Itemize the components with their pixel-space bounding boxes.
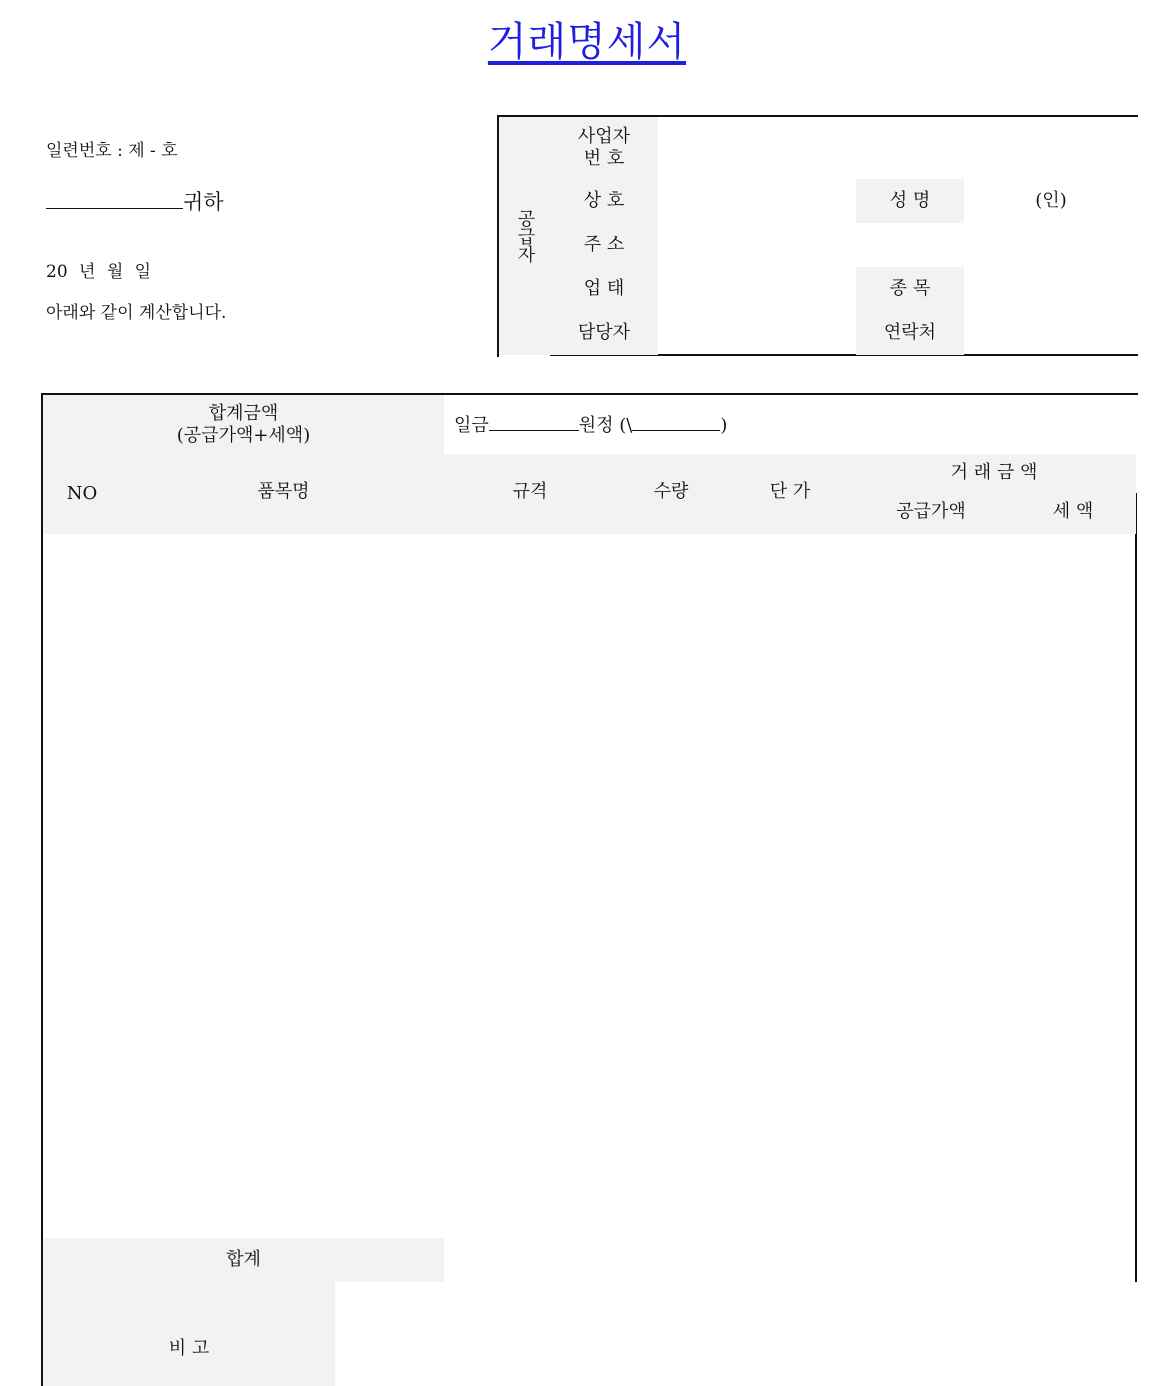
seal-mark: (인): [1035, 190, 1067, 211]
supplier-label-column: [550, 117, 658, 355]
biz-no-label: 사업자 번 호: [577, 126, 631, 169]
business-type-label: 업 태: [583, 278, 625, 299]
manager-field[interactable]: [658, 311, 856, 355]
table-header: [43, 454, 1136, 534]
total-amount-line: 일금 원정 (\ ): [454, 411, 727, 437]
company-field[interactable]: [658, 179, 856, 223]
contact-label: 연락처: [856, 311, 964, 355]
address-label: 주 소: [583, 234, 625, 255]
item-label: 종 목: [856, 267, 964, 311]
grand-total-label: 합계: [43, 1238, 444, 1282]
col-quantity: 수량: [653, 481, 689, 502]
supplier-group-label: 공급자: [499, 117, 550, 355]
issue-date: 20 년 월 일: [46, 262, 152, 282]
table-body[interactable]: [43, 534, 1135, 1238]
col-spec: 규격: [512, 481, 548, 502]
name-label: 성 명: [856, 179, 964, 223]
col-tax: 세 액: [1052, 501, 1094, 522]
contact-field[interactable]: [964, 311, 1138, 355]
recipient-suffix: 귀하: [183, 190, 224, 214]
col-unit-price: 단 가: [769, 481, 811, 502]
col-no: NO: [66, 483, 98, 504]
biz-no-field[interactable]: [658, 117, 1138, 179]
grand-total-value[interactable]: [444, 1238, 1135, 1282]
remarks-label: 비 고: [43, 1282, 335, 1386]
company-label: 상 호: [583, 190, 625, 211]
address-field[interactable]: [658, 223, 1138, 267]
col-transaction-amount: 거 래 금 액: [950, 462, 1038, 483]
total-amount-label: 합계금액 (공급가액+세액): [43, 395, 444, 454]
manager-label: 담당자: [577, 322, 631, 343]
col-item-name: 품목명: [257, 481, 310, 502]
table-right-border: [1135, 493, 1137, 1282]
recipient-name-blank[interactable]: [46, 190, 183, 209]
serial-number: 일련번호 : 제 - 호: [46, 141, 178, 161]
items-table: [41, 393, 1138, 1386]
amount-number-blank[interactable]: [632, 412, 720, 431]
supplier-box: [497, 115, 1138, 357]
item-field[interactable]: [964, 267, 1138, 311]
amount-words-blank[interactable]: [489, 412, 579, 431]
document-title[interactable]: 거래명세서: [487, 19, 687, 65]
remarks-field[interactable]: [335, 1282, 1135, 1386]
recipient-line: [46, 186, 224, 216]
business-type-field[interactable]: [658, 267, 856, 311]
statement-text: 아래와 같이 계산합니다.: [46, 303, 227, 323]
col-supply-value: 공급가액: [896, 501, 966, 522]
